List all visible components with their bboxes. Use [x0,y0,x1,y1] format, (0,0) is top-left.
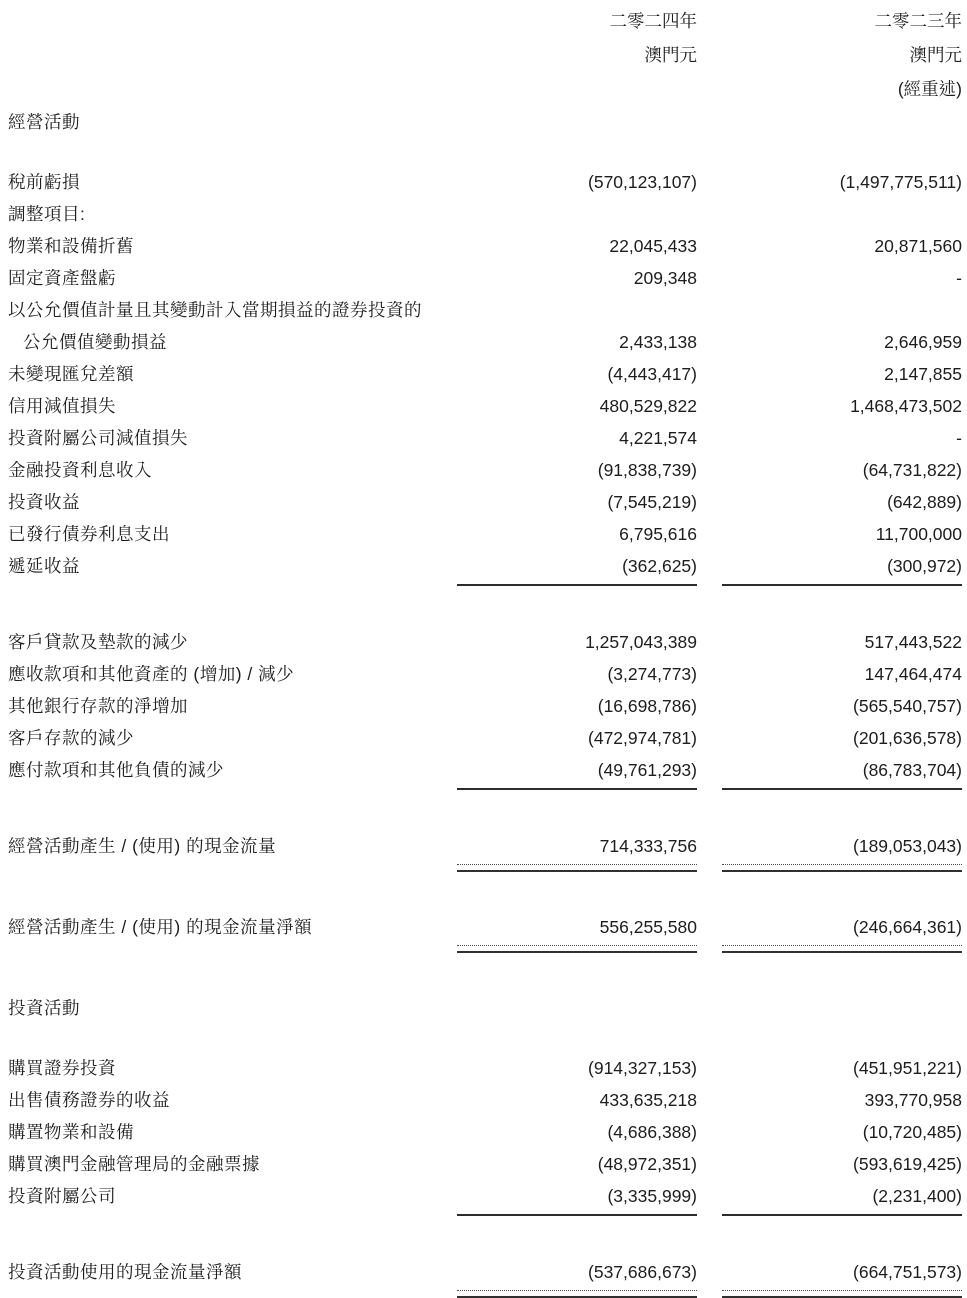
value-2024-cell: (914,327,153) [588,1058,697,1078]
statement-row [8,1116,962,1148]
row-label: 購買證券投資 [8,1058,116,1078]
value-2024-cell: (4,443,417) [607,364,697,384]
value-2023-cell: (642,889) [887,492,962,512]
row-gap [8,590,962,626]
value-2024-cell: (7,545,219) [607,492,697,512]
value-2024-cell: 1,257,043,389 [585,632,697,652]
value-2024-cell: (48,972,351) [597,1154,697,1174]
row-label: 應付款項和其他負債的減少 [8,760,224,780]
value-2024-cell: 556,255,580 [457,913,697,946]
section-title: 經營活動 [8,112,80,132]
value-2024-cell: (537,686,673) [457,1258,697,1291]
statement-row [8,626,962,658]
value-2023-cell: 2,646,959 [884,332,962,352]
value-2023-cell: (565,540,757) [853,696,962,716]
statement-row [8,294,962,326]
value-2023-cell: 1,468,473,502 [850,396,962,416]
value-2023-cell: (1,497,775,511) [839,172,962,192]
row-label: 投資收益 [8,492,80,512]
value-2024-cell: (472,974,781) [588,728,697,748]
statement-row [8,1148,962,1180]
statement-row [8,754,962,790]
statement-row [8,518,962,550]
row-gap [8,794,962,830]
value-2024-cell: 2,433,138 [619,332,697,352]
row-label: 投資附屬公司 [8,1186,116,1206]
row-label: 物業和設備折舊 [8,236,134,256]
row-label: 已發行債券利息支出 [8,524,170,544]
value-2023-cell: (451,951,221) [853,1058,962,1078]
value-2023-cell: (2,231,400) [722,1182,962,1216]
value-2023-cell: (86,783,704) [722,756,962,790]
value-2023-cell: (189,053,043) [722,832,962,865]
row-label: 應收款項和其他資產的 (增加) / 減少 [8,664,295,684]
value-2024-cell: 714,333,756 [457,832,697,865]
row-label: 未變現匯兌差額 [8,364,134,384]
value-2024-cell: (570,123,107) [588,172,697,192]
statement-row [8,1180,962,1216]
row-gap [8,956,962,992]
year-2024-header: 二零二四年 [609,11,697,31]
statement-row [8,1084,962,1116]
header-year-row [8,4,962,38]
statement-row [8,390,962,422]
row-label: 信用減值損失 [8,396,116,416]
statement-row [8,358,962,390]
value-2023-cell: (64,731,822) [862,460,962,480]
header-currency-row [8,38,962,72]
statement-row [8,486,962,518]
value-2023-cell: 11,700,000 [875,524,962,544]
restated-2023-note: (經重述) [897,79,962,99]
value-2024-cell: (3,274,773) [607,664,697,684]
value-2023-cell: - [956,428,962,448]
row-gap [8,138,962,166]
value-2023-cell: 517,443,522 [864,632,962,652]
statement-row [8,230,962,262]
value-2024-cell: (49,761,293) [457,756,697,790]
statement-row [8,1256,962,1291]
statement-row [8,1052,962,1084]
header-restated-row [8,72,962,106]
row-label: 客戶存款的減少 [8,728,134,748]
value-2024-cell: 4,221,574 [619,428,697,448]
value-2024-cell: (91,838,739) [597,460,697,480]
row-label: 調整項目: [8,204,86,224]
currency-2024-header: 澳門元 [644,45,697,65]
statement-row [8,454,962,486]
value-2023-cell: (10,720,485) [862,1122,962,1142]
row-label: 購置物業和設備 [8,1122,134,1142]
row-label: 客戶貸款及墊款的減少 [8,632,188,652]
row-label: 投資附屬公司減值損失 [8,428,188,448]
statement-rows [8,106,962,1291]
row-label: 公允價值變動損益 [23,332,167,352]
statement-row [8,690,962,722]
statement-row [8,550,962,586]
currency-2023-header: 澳門元 [909,45,962,65]
row-label: 固定資產盤虧 [8,268,116,288]
row-gap [8,1220,962,1256]
row-label: 稅前虧損 [8,172,80,192]
value-2024-cell: (362,625) [457,552,697,586]
statement-row [8,911,962,946]
row-gap [8,1024,962,1052]
row-label: 購買澳門金融管理局的金融票據 [8,1154,260,1174]
row-label: 投資活動使用的現金流量淨額 [8,1262,242,1282]
row-label: 經營活動產生 / (使用) 的現金流量 [8,836,277,856]
row-label: 遞延收益 [8,556,80,576]
row-label: 出售債務證券的收益 [8,1090,170,1110]
value-2024-cell: 209,348 [633,268,697,288]
value-2023-cell: 20,871,560 [874,236,962,256]
statement-row [8,422,962,454]
value-2023-cell: 393,770,958 [864,1090,962,1110]
statement-row [8,722,962,754]
statement-row [8,198,962,230]
statement-row [8,326,962,358]
section-title: 投資活動 [8,998,80,1018]
value-2024-cell: 433,635,218 [599,1090,697,1110]
value-2023-cell: (593,619,425) [853,1154,962,1174]
value-2024-cell: 480,529,822 [599,396,697,416]
statement-row [8,830,962,865]
row-gap [8,875,962,911]
value-2024-cell: (16,698,786) [597,696,697,716]
value-2023-cell: (246,664,361) [722,913,962,946]
year-2023-header: 二零二三年 [874,11,962,31]
section-heading [8,106,962,138]
value-2023-cell: (201,636,578) [853,728,962,748]
value-2023-cell: (664,751,573) [722,1258,962,1291]
value-2023-cell: 147,464,474 [864,664,962,684]
section-heading [8,992,962,1024]
value-2023-cell: - [956,268,962,288]
value-2024-cell: (3,335,999) [457,1182,697,1216]
row-label: 經營活動產生 / (使用) 的現金流量淨額 [8,917,313,937]
value-2023-cell: (300,972) [722,552,962,586]
row-label: 以公允價值計量且其變動計入當期損益的證券投資的 [8,300,422,320]
statement-header [8,4,962,106]
statement-row [8,658,962,690]
statement-row [8,166,962,198]
value-2024-cell: 22,045,433 [609,236,697,256]
value-2023-cell: 2,147,855 [884,364,962,384]
row-label: 金融投資利息收入 [8,460,152,480]
row-label: 其他銀行存款的淨增加 [8,696,188,716]
statement-row [8,262,962,294]
value-2024-cell: (4,686,388) [607,1122,697,1142]
value-2024-cell: 6,795,616 [619,524,697,544]
